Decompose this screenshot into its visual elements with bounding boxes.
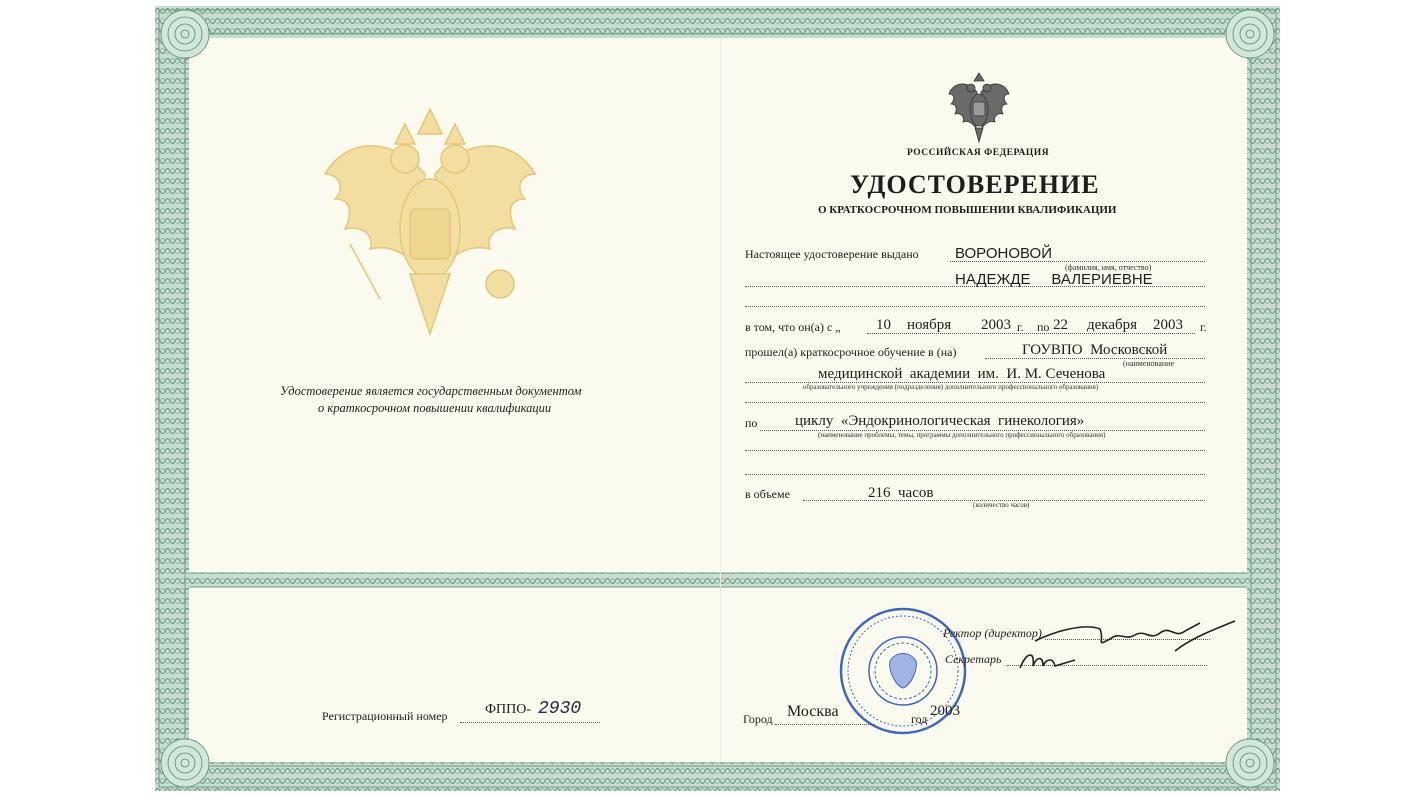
- start-year: 2003: [981, 317, 1011, 333]
- end-month: декабря: [1087, 317, 1138, 333]
- certificate-sheet: [155, 6, 1280, 791]
- blank-line-1: [745, 306, 1205, 307]
- holder-given-names: НАДЕЖДЕ ВАЛЕРИЕВНЕ: [955, 271, 1153, 288]
- start-day: 10: [876, 317, 891, 333]
- blank-line-4: [745, 474, 1205, 475]
- start-year-suffix: г.: [1017, 320, 1024, 334]
- year-value: 2003: [930, 703, 960, 719]
- institution-hint-1: (наименование: [1123, 359, 1175, 368]
- blank-line-2: [745, 402, 1205, 403]
- city-value: Москва: [787, 703, 839, 720]
- hours-hint: (количество часов): [973, 501, 1030, 509]
- end-day: 22: [1053, 317, 1068, 333]
- dates-prefix: в том, что он(а) с „: [745, 320, 841, 334]
- registration-label: Регистрационный номер: [322, 709, 448, 723]
- institution-line1: ГОУВПО Московской: [1022, 342, 1168, 358]
- training-label: прошел(а) краткосрочное обучение в (на): [745, 345, 957, 359]
- holder-surname: ВОРОНОВОЙ: [955, 245, 1052, 262]
- secretary-signature: [1015, 646, 1095, 676]
- dates-underline: [867, 333, 1195, 334]
- rector-label: Ректор (директор): [943, 626, 1042, 640]
- registration-underline: [460, 722, 600, 723]
- registration-number-printed: ФППО-: [485, 702, 532, 717]
- issued-to-label: Настоящее удостоверение выдано: [745, 247, 919, 261]
- left-note-line1: Удостоверение является государственным документом: [280, 384, 582, 398]
- start-month: ноября: [907, 317, 952, 333]
- institution-hint-2: образовательного учреждения (подразделения) дополнительного профессионального образования): [803, 383, 1099, 391]
- program-hint: (наименование проблемы, темы, программы дополнительного профессионального образования): [818, 431, 1106, 439]
- year-label: год: [911, 712, 928, 726]
- left-note-line2: о краткосрочном повышении квалификации: [318, 401, 552, 415]
- program-label: по: [745, 416, 758, 430]
- end-year-suffix: г.: [1200, 320, 1207, 334]
- volume-label: в объеме: [745, 487, 790, 501]
- hours-value: 216 часов: [868, 485, 934, 501]
- certificate-title: УДОСТОВЕРЕНИЕ: [850, 170, 1100, 199]
- institution-line2: медицинской академии им. И. М. Сеченова: [818, 366, 1106, 382]
- registration-number-handwritten: 2930: [538, 699, 582, 719]
- given-names-underline: [745, 286, 1205, 287]
- to-label: по: [1037, 320, 1050, 334]
- blank-line-3: [745, 450, 1205, 451]
- name-hint: (фамилия, имя, отчество): [1065, 263, 1152, 272]
- end-year: 2003: [1153, 317, 1183, 333]
- page-fold: [720, 38, 721, 762]
- program-name: циклу «Эндокринологическая гинекология»: [795, 413, 1085, 429]
- city-underline: [775, 724, 875, 725]
- city-label: Город: [743, 712, 773, 726]
- coat-of-arms-icon: [947, 72, 1011, 144]
- secretary-label: Секретарь: [945, 652, 1002, 666]
- embossed-eagle-emblem: [320, 104, 540, 339]
- certificate-subtitle: О КРАТКОСРОЧНОМ ПОВЫШЕНИИ КВАЛИФИКАЦИИ: [818, 204, 1117, 216]
- country-heading: РОССИЙСКАЯ ФЕДЕРАЦИЯ: [907, 148, 1050, 158]
